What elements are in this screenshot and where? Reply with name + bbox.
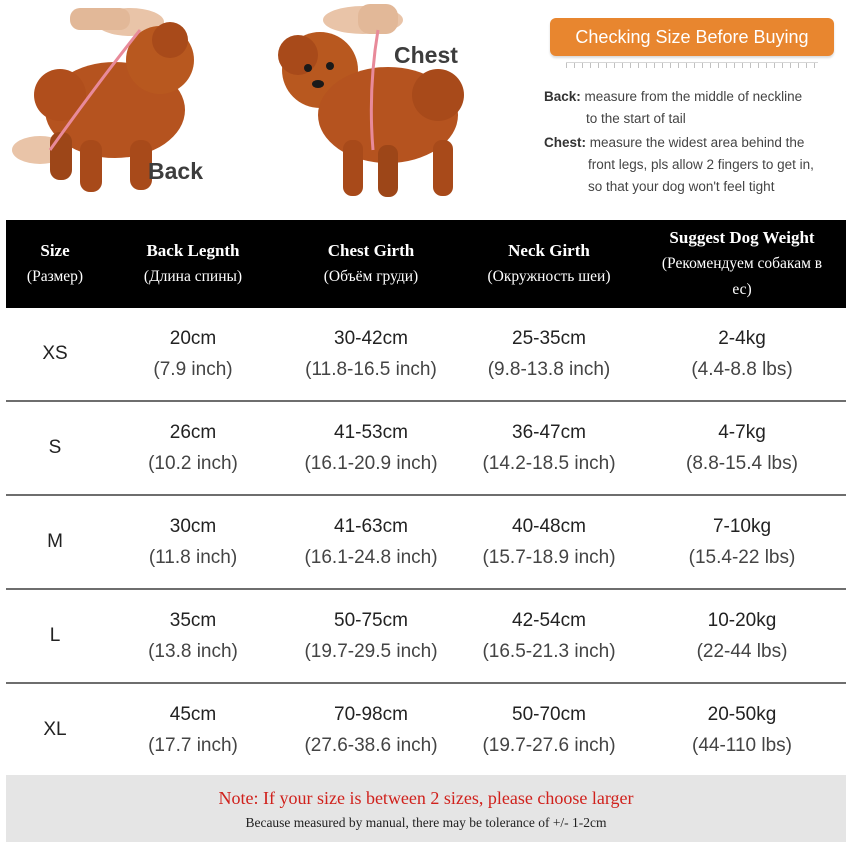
chest-cell: 30-42cm (11.8-16.5 inch) — [305, 328, 437, 380]
size-cell: S — [48, 437, 62, 458]
chest-cell: 70-98cm (27.6-38.6 inch) — [304, 704, 438, 756]
neck-cell: 40-48cm (15.7-18.9 inch) — [482, 516, 616, 568]
header-size: Size (Размер) — [26, 241, 84, 285]
weight-cell: 7-10kg (15.4-22 lbs) — [688, 516, 796, 568]
chest-cell: 50-75cm (19.7-29.5 inch) — [304, 610, 438, 662]
back-cell: 45cm (17.7 inch) — [148, 704, 238, 756]
header-neck-girth: Neck Girth (Окружность шеи) — [487, 241, 611, 285]
header-back-length: Back Legnth (Длина спины) — [143, 241, 243, 285]
table-row — [6, 308, 846, 402]
dog-chest-measure-image — [268, 0, 498, 210]
guide-back-term: Back: — [544, 89, 581, 104]
dog-back-measure-image — [10, 0, 250, 210]
table-row — [6, 496, 846, 590]
table-header-row — [6, 220, 846, 308]
guide-back-line-2: to the start of tail — [586, 111, 686, 126]
note-main-text: Note: If your size is between 2 sizes, please choose larger — [218, 788, 634, 808]
guide-banner: Checking Size Before Buying — [550, 18, 834, 56]
header-dog-weight: Suggest Dog Weight (Рекомендуем собакам в ес) — [661, 228, 823, 298]
guide-back-text — [544, 86, 838, 130]
back-cell: 26cm (10.2 inch) — [148, 422, 238, 474]
guide-chest-term: Chest: — [544, 135, 587, 150]
chest-cell: 41-63cm (16.1-24.8 inch) — [304, 516, 438, 568]
guide-chest-line-2: front legs, pls allow 2 fingers to get in, — [588, 157, 814, 172]
chest-cell: 41-53cm (16.1-20.9 inch) — [304, 422, 438, 474]
back-label: Back — [148, 158, 203, 184]
size-cell: M — [47, 531, 63, 552]
back-cell: 30cm (11.8 inch) — [148, 516, 238, 568]
header-chest-girth: Chest Girth (Объём груди) — [323, 241, 419, 285]
back-cell: 35cm (13.8 inch) — [148, 610, 238, 662]
note-tolerance-text: Because measured by manual, there may be tolerance of +/- 1-2cm — [245, 815, 607, 830]
table-row — [6, 590, 846, 684]
measurement-illustration — [0, 0, 851, 218]
neck-cell: 50-70cm (19.7-27.6 inch) — [482, 704, 616, 756]
neck-cell: 36-47cm (14.2-18.5 inch) — [482, 422, 616, 474]
back-cell: 20cm (7.9 inch) — [153, 328, 233, 380]
guide-back-line-1: measure from the middle of neckline — [584, 89, 803, 104]
guide-chest-line-3: so that your dog won't feel tight — [588, 179, 775, 194]
size-note — [6, 775, 846, 842]
size-cell: L — [49, 625, 61, 646]
size-cell: XS — [42, 343, 68, 364]
size-guide-panel — [540, 14, 840, 214]
table-row — [6, 684, 846, 778]
guide-chest-line-1: measure the widest area behind the — [589, 135, 805, 150]
chest-label: Chest — [394, 42, 458, 68]
weight-cell: 4-7kg (8.8-15.4 lbs) — [686, 422, 798, 474]
weight-cell: 20-50kg (44-110 lbs) — [692, 704, 792, 756]
ruler-icon — [566, 62, 818, 71]
size-chart-table — [6, 220, 846, 778]
weight-cell: 10-20kg (22-44 lbs) — [696, 610, 788, 662]
neck-cell: 42-54cm (16.5-21.3 inch) — [482, 610, 616, 662]
neck-cell: 25-35cm (9.8-13.8 inch) — [487, 328, 611, 380]
table-row — [6, 402, 846, 496]
weight-cell: 2-4kg (4.4-8.8 lbs) — [691, 328, 793, 380]
size-cell: XL — [43, 719, 67, 740]
guide-chest-text — [544, 132, 838, 198]
